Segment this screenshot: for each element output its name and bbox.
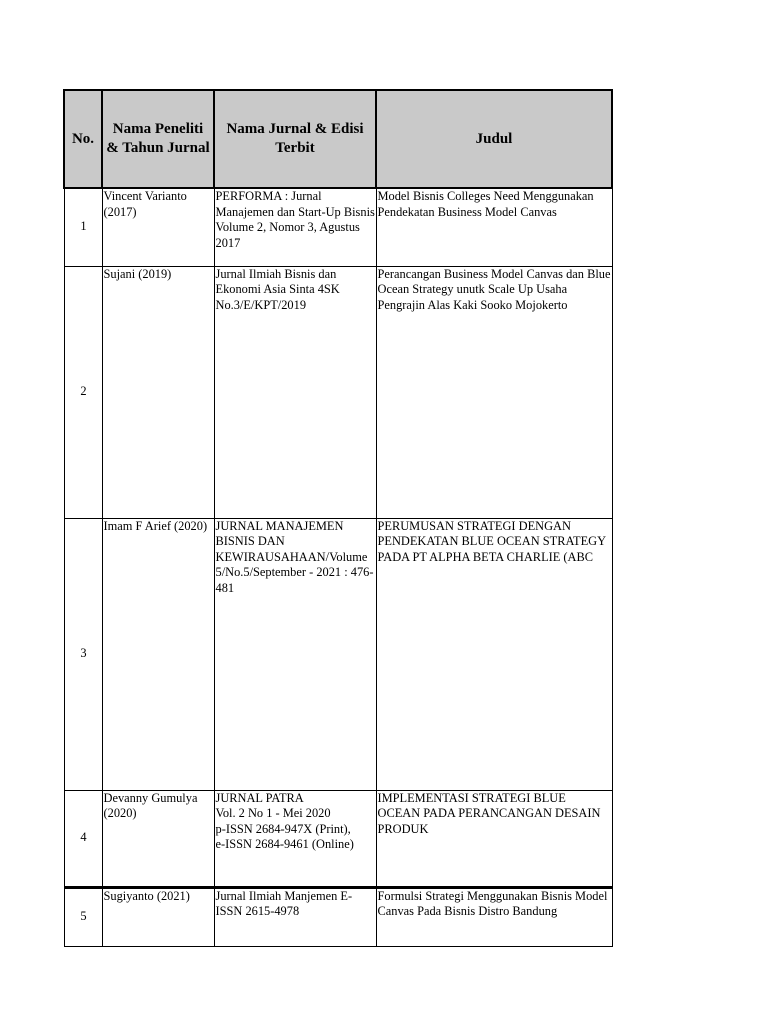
row-peneliti: Sujani (2019) — [102, 266, 214, 518]
row-judul: IMPLEMENTASI STRATEGI BLUE OCEAN PADA PERANCANGAN DESAIN PRODUK — [376, 790, 612, 887]
row-no: 5 — [64, 887, 102, 946]
row-judul: PERUMUSAN STRATEGI DENGAN PENDEKATAN BLUE OCEAN STRATEGY PADA PT ALPHA BETA CHARLIE (ABC — [376, 518, 612, 790]
row-judul: Model Bisnis Colleges Need Menggunakan Pendekatan Business Model Canvas — [376, 188, 612, 266]
table-row — [64, 790, 612, 887]
literature-review-table — [63, 89, 613, 947]
row-no: 1 — [64, 188, 102, 266]
row-judul: Perancangan Business Model Canvas dan Blue Ocean Strategy unutk Scale Up Usaha Pengrajin Alas Kaki Sooko Mojokerto — [376, 266, 612, 518]
header-no: No. — [64, 90, 102, 188]
header-peneliti: Nama Peneliti & Tahun Jurnal — [102, 90, 214, 188]
header-row — [64, 90, 612, 188]
row-peneliti: Devanny Gumulya (2020) — [102, 790, 214, 887]
row-peneliti: Sugiyanto (2021) — [102, 887, 214, 946]
row-judul: Formulsi Strategi Menggunakan Bisnis Model Canvas Pada Bisnis Distro Bandung — [376, 887, 612, 946]
row-jurnal: JURNAL PATRA Vol. 2 No 1 - Mei 2020 p-ISSN 2684-947X (Print), e-ISSN 2684-9461 (Online) — [214, 790, 376, 887]
row-jurnal: Jurnal Ilmiah Manjemen E-ISSN 2615-4978 — [214, 887, 376, 946]
table-row — [64, 188, 612, 266]
row-jurnal: PERFORMA : Jurnal Manajemen dan Start-Up Bisnis Volume 2, Nomor 3, Agustus 2017 — [214, 188, 376, 266]
row-peneliti: Imam F Arief (2020) — [102, 518, 214, 790]
row-jurnal: JURNAL MANAJEMEN BISNIS DAN KEWIRAUSAHAAN/Volume 5/No.5/September - 2021 : 476-481 — [214, 518, 376, 790]
header-judul: Judul — [376, 90, 612, 188]
row-peneliti: Vincent Varianto (2017) — [102, 188, 214, 266]
table-row — [64, 266, 612, 518]
row-no: 4 — [64, 790, 102, 887]
table-row — [64, 518, 612, 790]
row-jurnal: Jurnal Ilmiah Bisnis dan Ekonomi Asia Sinta 4SK No.3/E/KPT/2019 — [214, 266, 376, 518]
row-no: 3 — [64, 518, 102, 790]
table-row — [64, 887, 612, 946]
row-no: 2 — [64, 266, 102, 518]
header-jurnal: Nama Jurnal & Edisi Terbit — [214, 90, 376, 188]
